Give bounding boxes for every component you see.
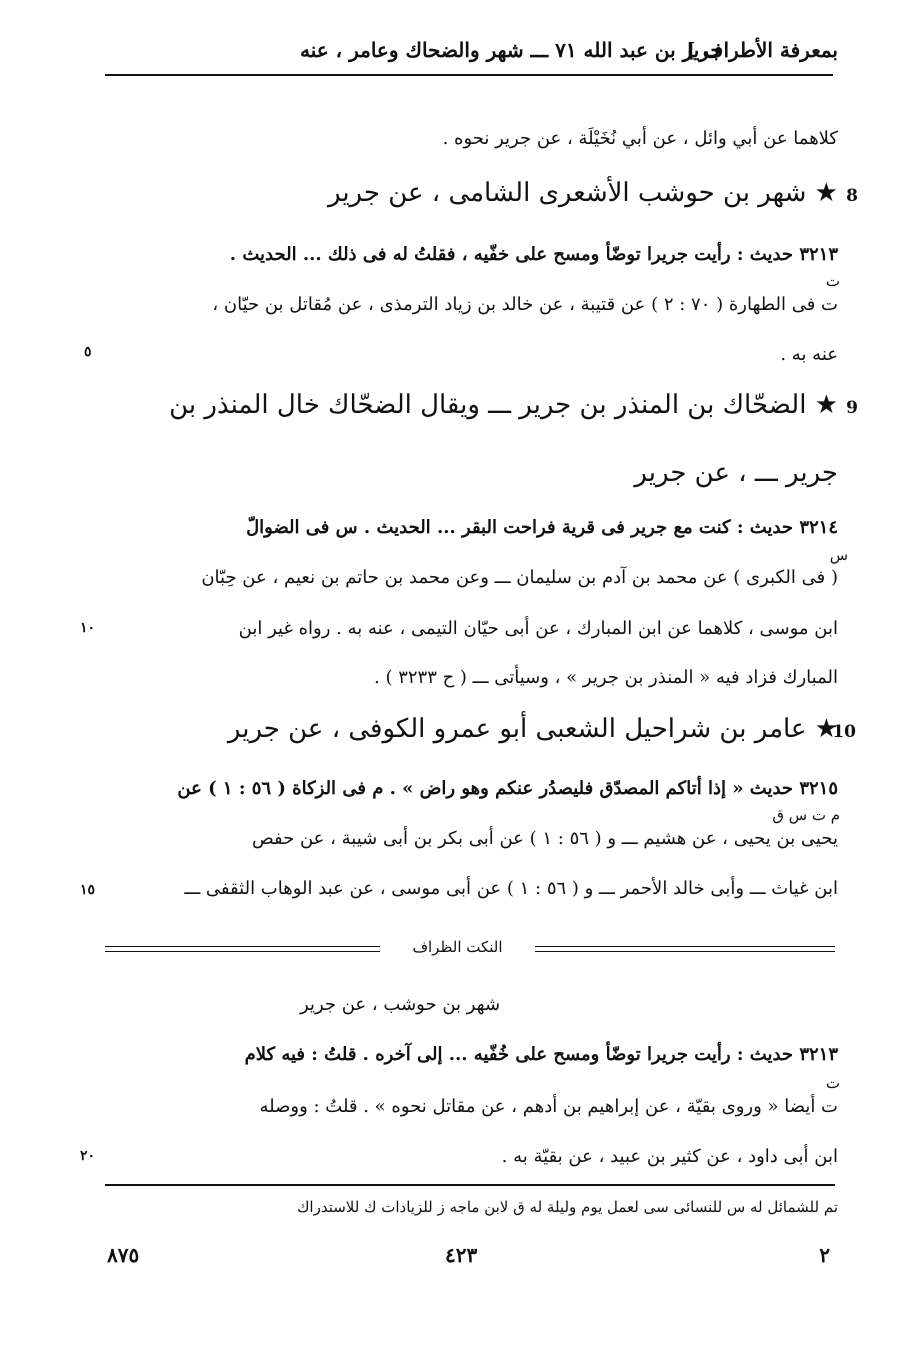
line-number: ٥ (84, 344, 92, 360)
hadith-line: ٣٢١٣ حديث : رأيت جريرا توضّأ ومسح على خُفّيه ... إلى آخره . قلتُ : فيه كلام (244, 1044, 838, 1065)
entry-heading-cont: جرير ـــ ، عن جرير (634, 458, 838, 488)
text-line: المبارك فزاد فيه « المنذر بن جرير » ، وسيأتى ـــ ( ح ٣٢٣٣ ) . (374, 667, 838, 688)
header-running-title: جرير بن عبد الله ٧١ ـــ شهر والضحاك وعامر ، عنه (300, 38, 723, 62)
text-line: ابن غياث ـــ وأبى خالد الأحمر ـــ و ( ٥٦ : ١ ) عن أبى موسى ، عن عبد الوهاب الثقفى ـــ (184, 878, 838, 899)
entry-heading: ★ عامر بن شراحيل الشعبى أبو عمرو الكوفى ، عن جرير (227, 714, 838, 744)
line-number: ١٥ (80, 882, 96, 898)
volume-number: ٢ (819, 1243, 830, 1267)
text-line: ابن موسى ، كلاهما عن ابن المبارك ، عن أبى حيّان التيمى ، عنه به . رواه غير ابن (238, 618, 838, 639)
header-rule (105, 74, 833, 76)
footer-rule (105, 1184, 835, 1186)
text-line: ت أيضا « وروى بقيّة ، عن إبراهيم بن أدهم ، عن مقاتل نحوه » . قلتُ : ووصله (259, 1096, 838, 1117)
section-divider-title: النكت الظراف (380, 938, 535, 960)
line-number: ٢٠ (80, 1148, 96, 1164)
hadith-line: ٣٢١٣ حديث : رأيت جريرا توضّأ ومسح على خفّيه ، فقلتُ له فى ذلك ... الحديث . (229, 244, 838, 265)
sigla: ت (825, 272, 840, 290)
abbreviation-key: تم للشمائل له س للنسائى سى لعمل يوم وليلة له ق لابن ماجه ز للزيادات ك للاستدراك (297, 1198, 838, 1216)
sigla: ت (825, 1074, 840, 1092)
text-line: كلاهما عن أبي وائل ، عن أبي نُخَيْلَة ، عن جرير نحوه . (442, 128, 838, 149)
page-number: ٤٢٣ (445, 1243, 478, 1267)
text-line: ( فى الكبرى ) عن محمد بن آدم بن سليمان ـــ وعن محمد بن حاتم بن نعيم ، عن حِبّان (201, 567, 838, 588)
hadith-line: ٣٢١٤ حديث : كنت مع جرير فى قرية فراحت البقر ... الحديث . س فى الضوالّ (246, 517, 838, 538)
line-number: ١٠ (80, 620, 96, 636)
header-title: بمعرفة الأطراف ] (686, 38, 838, 62)
page-number-left: ٨٧٥ (107, 1243, 140, 1267)
text-line: يحيى بن يحيى ، عن هشيم ـــ و ( ٥٦ : ١ ) عن أبى بكر بن أبى شيبة ، عن حفص (251, 828, 838, 849)
entry-heading: ★ الضحّاك بن المنذر بن جرير ـــ ويقال الضحّاك خال المنذر بن (169, 390, 838, 420)
sigla: س (829, 546, 848, 564)
text-line: عنه به . (780, 344, 838, 365)
entry-number: 8 (846, 186, 858, 206)
text-line: ابن أبى داود ، عن كثير بن عبيد ، عن بقيّة به . (501, 1146, 838, 1167)
text-line: ت فى الطهارة ( ٧٠ : ٢ ) عن قتيبة ، عن خالد بن زياد الترمذى ، عن مُقاتل بن حيّان ، (212, 294, 838, 315)
entry-number: 9 (846, 398, 858, 418)
hadith-line: ٣٢١٥ حديث « إذا أتاكم المصدّق فليصدُر عنكم وهو راض » . م فى الزكاة ( ٥٦ : ١ ) عن (177, 778, 838, 799)
sigla: م ت س ق (772, 806, 840, 824)
entry-heading: ★ شهر بن حوشب الأشعرى الشامى ، عن جرير (327, 178, 838, 208)
section-heading: شهر بن حوشب ، عن جرير (300, 994, 501, 1015)
entry-number: 10 (832, 722, 856, 742)
